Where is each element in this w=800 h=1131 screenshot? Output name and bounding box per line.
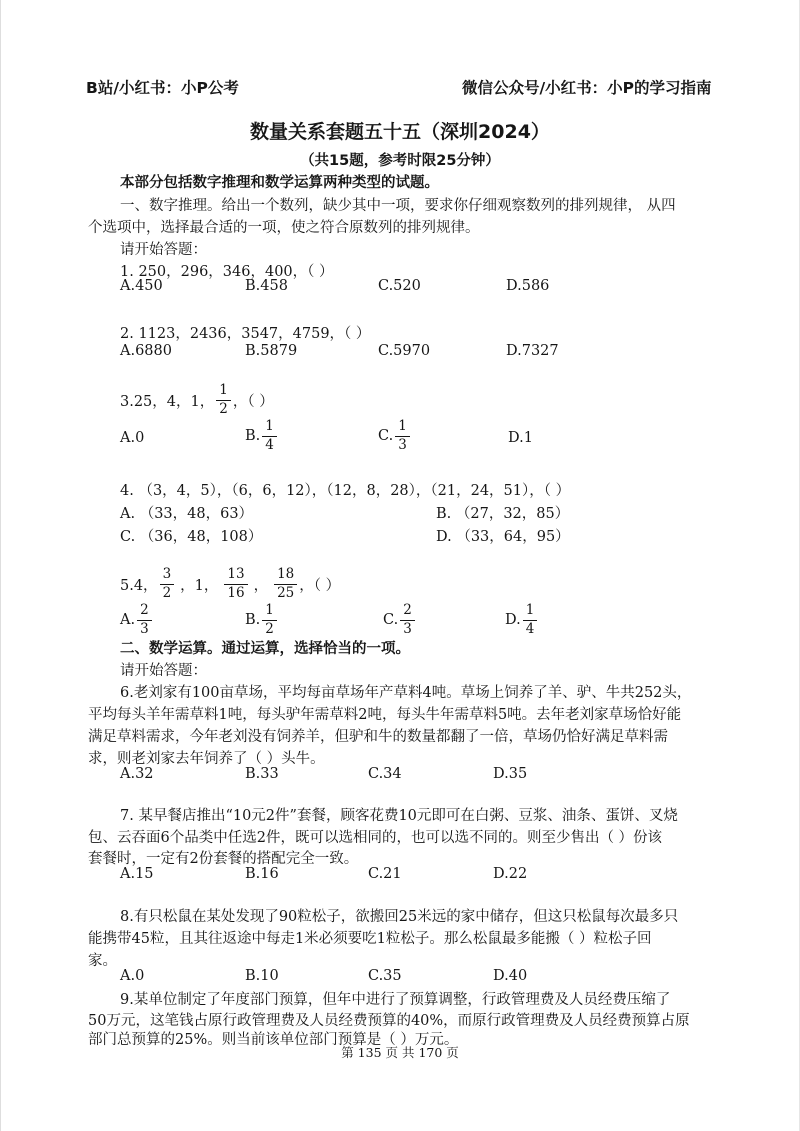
intro-text: 本部分包括数字推理和数学运算两种类型的试题。	[120, 175, 439, 191]
q3-stem	[120, 383, 274, 417]
q5-frac1-num: 3	[160, 567, 175, 585]
q5-option-b-den: 2	[265, 620, 274, 637]
q5-option-a	[120, 603, 154, 637]
q5-option-c-num: 2	[400, 603, 415, 621]
q3-stem-frac-num: 1	[216, 383, 231, 401]
q7-option-b: B.16	[245, 866, 279, 882]
q8-line-1: 8.有只松鼠在某处发现了90粒松子，欲搬回25米远的家中储存，但这只松鼠每次最多只	[120, 909, 679, 925]
q8-option-b: B.10	[245, 968, 279, 984]
q5-stem-sep: ，	[253, 577, 269, 594]
q4-stem: 4. （3，4，5），（6，6，12），（12，8，28），（21，24，51），（ ）	[120, 483, 571, 499]
q5-stem-suffix: ，（ ）	[299, 577, 341, 594]
q5-option-a-den: 3	[140, 620, 149, 637]
q6-option-a: A.32	[120, 766, 154, 782]
q3-option-d: D.1	[508, 430, 533, 446]
q6-option-c: C.34	[368, 766, 402, 782]
q6-line-3: 满足草料需求，今年老刘没有饲养羊，但驴和牛的数量都翻了一倍，草场仍恰好满足草料需	[88, 729, 668, 745]
q3-stem-suffix: ，（ ）	[232, 393, 274, 410]
q5-option-d-num: 1	[523, 603, 538, 621]
q5-option-b	[245, 603, 279, 637]
q5-stem-fraction-1	[160, 567, 175, 601]
q8-option-c: C.35	[368, 968, 402, 984]
q5-option-b-num: 1	[262, 603, 277, 621]
header-right-text: 微信公众号/小红书：小P的学习指南	[462, 79, 712, 97]
q5-option-a-fraction	[137, 603, 152, 637]
q3-option-c-fraction	[395, 419, 410, 453]
q5-option-a-num: 2	[137, 603, 152, 621]
q5-option-d	[505, 603, 539, 637]
q8-option-d: D.40	[493, 968, 528, 984]
q5-stem-fraction-2	[224, 567, 247, 601]
q5-option-a-label: A.	[120, 612, 136, 629]
q5-frac2-num: 13	[224, 567, 247, 585]
q6-line-4: 求，则老刘家去年饲养了（ ）头牛。	[88, 751, 325, 767]
q1-option-a: A.450	[120, 278, 163, 294]
q8-line-2: 能携带45粒，且其往返途中每走1米必须要吃1粒松子。那么松鼠最多能搬（ ）粒松子回	[88, 931, 652, 947]
q5-option-c-fraction	[400, 603, 415, 637]
q2-option-b: B.5879	[245, 343, 298, 359]
q5-option-c-label: C.	[383, 612, 399, 629]
q1-stem: 1. 250，296，346，400，（ ）	[120, 264, 334, 280]
q4-option-d: D. （33，64，95）	[436, 529, 570, 545]
q5-option-b-fraction	[262, 603, 277, 637]
q3-option-b-label: B.	[245, 428, 261, 445]
q5-stem-prefix: 5.4，	[120, 577, 158, 594]
q9-line-1: 9.某单位制定了年度部门预算，但年中进行了预算调整，行政管理费及人员经费压缩了	[120, 992, 671, 1008]
q5-frac1-den: 2	[162, 584, 172, 601]
section1-heading-line2: 个选项中，选择最合适的一项，使之符合原数列的排列规律。	[88, 220, 480, 236]
q5-option-c	[383, 603, 417, 637]
q5-stem	[120, 567, 340, 601]
q1-option-d: D.586	[506, 278, 550, 294]
q3-option-c-den: 3	[398, 436, 407, 453]
q8-option-a: A.0	[120, 968, 145, 984]
q3-option-c-num: 1	[395, 419, 410, 437]
q3-option-b	[245, 419, 279, 453]
q7-line-1: 7. 某早餐店推出“10元2件”套餐，顾客花费10元即可在白粥、豆浆、油条、蛋饼、叉烧	[120, 808, 678, 824]
q5-option-d-den: 4	[525, 620, 535, 637]
q8-line-3: 家。	[88, 953, 117, 969]
q3-option-a: A.0	[120, 430, 145, 446]
section2-heading: 二、数学运算。通过运算，选择恰当的一项。	[120, 641, 410, 657]
q6-line-2: 平均每头羊年需草料1吨，每头驴年需草料2吨，每头牛年需草料5吨。去年老刘家草场恰好能	[88, 707, 682, 723]
section1-heading-line1: 一、数字推理。给出一个数列，缺少其中一项，要求你仔细观察数列的排列规律， 从四	[120, 198, 676, 214]
q5-option-c-den: 3	[403, 620, 412, 637]
q7-option-c: C.21	[368, 866, 402, 882]
q5-stem-mid: ，1，	[180, 577, 219, 594]
q5-frac3-num: 18	[274, 567, 297, 585]
q5-stem-fraction-3	[274, 567, 297, 601]
q3-option-c	[378, 419, 412, 453]
q3-option-c-label: C.	[378, 428, 394, 445]
q6-option-b: B.33	[245, 766, 279, 782]
q7-option-a: A.15	[120, 866, 154, 882]
q4-option-a: A. （33，48，63）	[120, 506, 254, 522]
q7-line-3: 套餐时，一定有2份套餐的搭配完全一致。	[88, 851, 359, 867]
q7-line-2: 包、云吞面6个品类中任选2件，既可以选相同的，也可以选不同的。则至少售出（ ）份该	[88, 830, 663, 846]
q2-option-a: A.6880	[120, 343, 172, 359]
q3-stem-prefix: 3.25，4，1，	[120, 393, 215, 410]
q1-option-c: C.520	[378, 278, 421, 294]
q4-option-b: B. （27，32，85）	[436, 506, 570, 522]
q3-stem-frac-den: 2	[219, 400, 228, 417]
section2-start: 请开始答题：	[120, 663, 207, 679]
q2-option-c: C.5970	[378, 343, 431, 359]
q3-option-b-num: 1	[262, 419, 277, 437]
q5-frac3-den: 25	[277, 584, 295, 601]
q7-option-d: D.22	[493, 866, 528, 882]
q3-option-b-fraction	[262, 419, 277, 453]
page-number-footer: 第 135 页 共 170 页	[341, 1045, 459, 1060]
page-subtitle: （共15题，参考时限25分钟）	[300, 153, 500, 169]
q6-line-1: 6.老刘家有100亩草场，平均每亩草场年产草料4吨。草场上饲养了羊、驴、牛共252头，	[120, 685, 692, 701]
q5-frac2-den: 16	[227, 584, 245, 601]
q4-option-c: C. （36，48，108）	[120, 529, 263, 545]
section1-start: 请开始答题：	[120, 242, 207, 258]
q3-option-b-den: 4	[265, 436, 274, 453]
q9-line-2: 50万元，这笔钱占原行政管理费及人员经费预算的40%，而原行政管理费及人员经费预算占原	[88, 1013, 690, 1029]
q5-option-d-fraction	[523, 603, 538, 637]
q5-option-b-label: B.	[245, 612, 261, 629]
q6-option-d: D.35	[493, 766, 528, 782]
q2-stem: 2. 1123，2436，3547，4759，（ ）	[120, 326, 371, 342]
page-title: 数量关系套题五十五（深圳2024）	[250, 121, 550, 143]
header-left-text: B站/小红书：小P公考	[86, 79, 239, 97]
q1-option-b: B.458	[245, 278, 288, 294]
q5-option-d-label: D.	[505, 612, 521, 629]
q3-stem-fraction	[216, 383, 231, 417]
q2-option-d: D.7327	[506, 343, 559, 359]
q9-line-3: 部门总预算的25%。则当前该单位部门预算是（ ）万元。	[88, 1032, 459, 1048]
